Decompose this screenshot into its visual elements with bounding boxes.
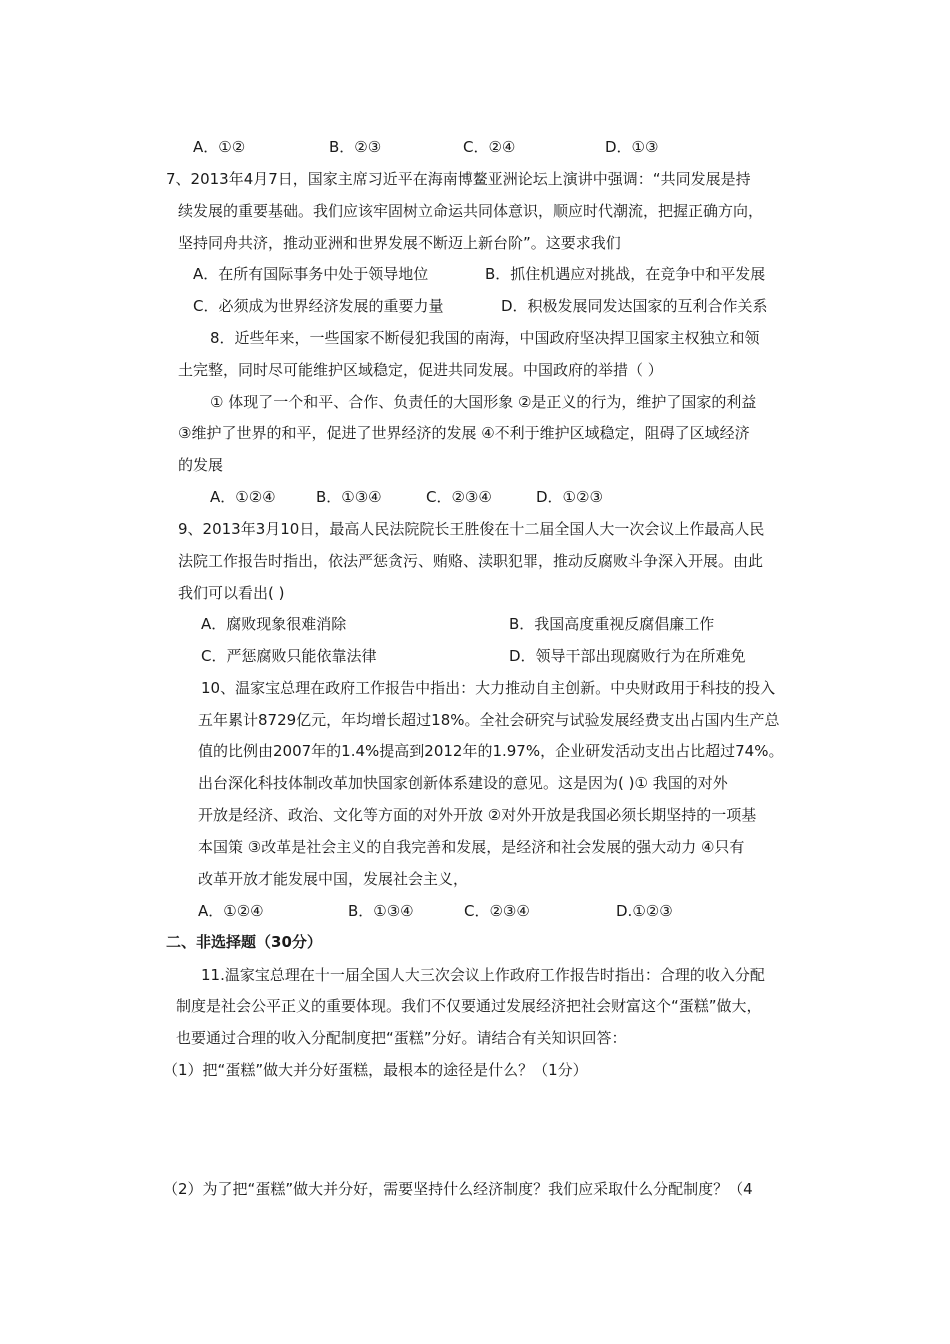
q8-stem-line2: 土完整，同时尽可能维护区域稳定，促进共同发展。中国政府的举措（ ） <box>178 361 663 379</box>
q8-option-b: B．①③④ <box>316 488 382 506</box>
q8-statement-line3: 的发展 <box>178 456 224 474</box>
q7-option-b: B．抓住机遇应对挑战，在竞争中和平发展 <box>485 265 766 283</box>
q10-stem-line4: 出台深化科技体制改革加快国家创新体系建设的意见。这是因为( )① 我国的对外 <box>198 774 728 792</box>
q10-stem-line3: 值的比例由2007年的1.4%提高到2012年的1.97%，企业研发活动支出占比超过74%。 <box>198 742 784 760</box>
q9-stem-line2: 法院工作报告时指出，依法严惩贪污、贿赂、渎职犯罪，推动反腐败斗争深入开展。由此 <box>178 552 764 570</box>
q8-statement-line2: ③维护了世界的和平，促进了世界经济的发展 ④不利于维护区域稳定，阻碍了区域经济 <box>178 424 750 442</box>
q8-stem-line1: 8．近些年来，一些国家不断侵犯我国的南海，中国政府坚决捍卫国家主权独立和领 <box>210 329 760 347</box>
q9-stem-line1: 9、2013年3月10日，最高人民法院院长王胜俊在十二届全国人大一次会议上作最高人民 <box>178 520 765 538</box>
q10-option-c: C．②③④ <box>464 902 530 920</box>
q7-stem-line2: 续发展的重要基础。我们应该牢固树立命运共同体意识，顺应时代潮流，把握正确方向， <box>178 202 764 220</box>
q9-option-a: A．腐败现象很难消除 <box>201 615 347 633</box>
q8-option-a: A．①②④ <box>210 488 276 506</box>
q9-option-b: B．我国高度重视反腐倡廉工作 <box>509 615 715 633</box>
section-title: 二、非选择题（30分） <box>166 933 322 951</box>
q11-subquestion-2: （2）为了把“蛋糕”做大并分好，需要坚持什么经济制度？我们应采取什么分配制度？（4 <box>163 1180 753 1198</box>
q10-stem-line7: 改革开放才能发展中国，发展社会主义， <box>198 870 469 888</box>
q6-option-a: A．①② <box>193 138 246 156</box>
q8-statement-line1: ① 体现了一个和平、合作、负责任的大国形象 ②是正义的行为，维护了国家的利益 <box>210 393 757 411</box>
q10-option-a: A．①②④ <box>198 902 264 920</box>
q10-option-b: B．①③④ <box>348 902 414 920</box>
q6-options <box>193 137 658 157</box>
q9-stem-line3: 我们可以看出( ) <box>178 584 285 602</box>
q11-stem-line3: 也要通过合理的收入分配制度把“蛋糕”分好。请结合有关知识回答： <box>176 1029 627 1047</box>
q8-option-d: D．①②③ <box>536 488 603 506</box>
q9-option-d: D．领导干部出现腐败行为在所难免 <box>509 647 746 665</box>
q7-option-a: A．在所有国际事务中处于领导地位 <box>193 265 429 283</box>
q11-subquestion-1: （1）把“蛋糕”做大并分好蛋糕，最根本的途径是什么？（1分） <box>163 1061 588 1079</box>
q6-option-d: D．①③ <box>605 138 659 156</box>
q7-stem-line1: 7、2013年4月7日，国家主席习近平在海南博鳌亚洲论坛上演讲中强调：“共同发展是持 <box>166 170 751 188</box>
q9-option-c: C．严惩腐败只能依靠法律 <box>201 647 377 665</box>
q10-stem-line2: 五年累计8729亿元，年均增长超过18%。全社会研究与试验发展经费支出占国内生产总 <box>198 711 780 729</box>
q10-stem-line5: 开放是经济、政治、文化等方面的对外开放 ②对外开放是我国必须长期坚持的一项基 <box>198 806 757 824</box>
q10-stem-line1: 10、温家宝总理在政府工作报告中指出：大力推动自主创新。中央财政用于科技的投入 <box>201 679 776 697</box>
q7-stem-line3: 坚持同舟共济，推动亚洲和世界发展不断迈上新台阶”。这要求我们 <box>178 234 621 252</box>
q10-stem-line6: 本国策 ③改革是社会主义的自我完善和发展，是经济和社会发展的强大动力 ④只有 <box>198 838 745 856</box>
q7-option-d: D．积极发展同发达国家的互利合作关系 <box>501 297 768 315</box>
q10-option-d: D.①②③ <box>616 902 673 920</box>
q6-option-c: C．②④ <box>463 138 516 156</box>
q11-stem-line1: 11.温家宝总理在十一届全国人大三次会议上作政府工作报告时指出：合理的收入分配 <box>201 966 765 984</box>
q8-option-c: C．②③④ <box>426 488 492 506</box>
q6-option-b: B．②③ <box>329 138 382 156</box>
q11-stem-line2: 制度是社会公平正义的重要体现。我们不仅要通过发展经济把社会财富这个“蛋糕”做大， <box>176 997 762 1015</box>
q7-option-c: C．必须成为世界经济发展的重要力量 <box>193 297 444 315</box>
